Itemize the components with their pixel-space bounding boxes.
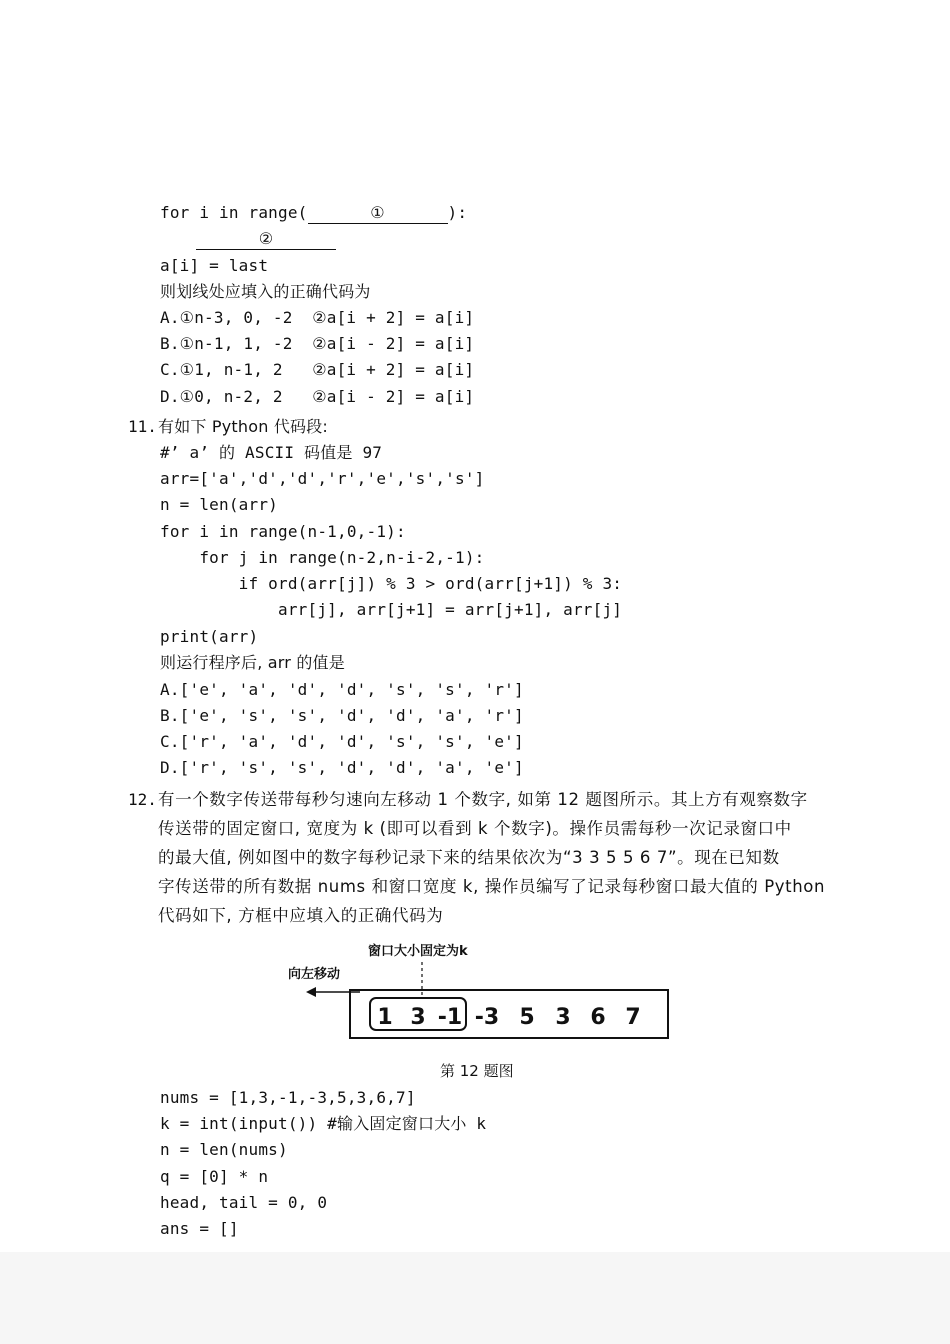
window-number: 1 bbox=[377, 1005, 393, 1030]
belt-number: -3 bbox=[474, 1005, 500, 1030]
q10-option-c: C.①1, n-1, 2 ②a[i + 2] = a[i] bbox=[160, 360, 475, 379]
q11-code-line: if ord(arr[j]) % 3 > ord(arr[j+1]) % 3: bbox=[160, 574, 623, 593]
q10-loop-prefix: for i in range( bbox=[160, 203, 308, 222]
q11-code-line: print(arr) bbox=[160, 627, 259, 646]
q12-text bbox=[158, 785, 826, 930]
q10-loop-suffix: ): bbox=[447, 203, 468, 222]
q12-number: 12. bbox=[128, 790, 157, 809]
q11-code-line: for j in range(n-2,n-i-2,-1): bbox=[160, 548, 485, 567]
q12-text-line: 代码如下, 方框中应填入的正确代码为 bbox=[158, 906, 444, 925]
left-arrow-icon bbox=[306, 987, 360, 997]
q11-option-d: D.['r', 's', 's', 'd', 'd', 'a', 'e'] bbox=[160, 758, 524, 777]
q12-figure bbox=[270, 940, 690, 1050]
q10-blank-2: ② bbox=[196, 229, 336, 250]
q11-number: 11. bbox=[128, 417, 157, 436]
belt-number: 6 bbox=[590, 1005, 606, 1030]
window-size-label: 窗口大小固定为k bbox=[368, 944, 468, 959]
q12-code-line: head, tail = 0, 0 bbox=[160, 1193, 328, 1212]
page-bottom-margin bbox=[0, 1252, 950, 1344]
q12-text-line: 字传送带的所有数据 nums 和窗口宽度 k, 操作员编写了记录每秒窗口最大值的 Python bbox=[158, 877, 826, 896]
q11-intro: 有如下 Python 代码段: bbox=[158, 417, 329, 436]
q11-option-b: B.['e', 's', 's', 'd', 'd', 'a', 'r'] bbox=[160, 706, 524, 725]
q10-blank-line-2 bbox=[196, 228, 336, 250]
window-number: -1 bbox=[437, 1005, 463, 1030]
q11-code-line: for i in range(n-1,0,-1): bbox=[160, 522, 406, 541]
q10-option-d: D.①0, n-2, 2 ②a[i - 2] = a[i] bbox=[160, 387, 475, 406]
q12-code-line: ans = [] bbox=[160, 1219, 239, 1238]
q10-prompt: 则划线处应填入的正确代码为 bbox=[160, 282, 371, 301]
q12-code-line: n = len(nums) bbox=[160, 1140, 288, 1159]
belt-number: 5 bbox=[519, 1005, 535, 1030]
q12-text-line: 有一个数字传送带每秒匀速向左移动 1 个数字, 如第 12 题图所示。其上方有观察数字 bbox=[158, 790, 808, 809]
q12-code-line: nums = [1,3,-1,-3,5,3,6,7] bbox=[160, 1088, 416, 1107]
q10-assign: a[i] = last bbox=[160, 256, 269, 275]
q11-option-c: C.['r', 'a', 'd', 'd', 's', 's', 'e'] bbox=[160, 732, 524, 751]
q11-prompt: 则运行程序后, arr 的值是 bbox=[160, 653, 345, 672]
q12-text-line: 的最大值, 例如图中的数字每秒记录下来的结果依次为“3 3 5 5 6 7”。现在已知数 bbox=[158, 848, 780, 867]
q10-loop-line bbox=[160, 202, 467, 224]
q11-code-line: arr[j], arr[j+1] = arr[j+1], arr[j] bbox=[160, 600, 623, 619]
q11-code-line: #’ a’ 的 ASCII 码值是 97 bbox=[160, 443, 383, 462]
q12-code-line: q = [0] * n bbox=[160, 1167, 269, 1186]
move-left-label: 向左移动 bbox=[288, 967, 341, 982]
window-number: 3 bbox=[410, 1005, 426, 1030]
q11-code-line: arr=['a','d','d','r','e','s','s'] bbox=[160, 469, 485, 488]
figure-caption: 第 12 题图 bbox=[440, 1062, 514, 1080]
q10-blank-1: ① bbox=[308, 203, 448, 224]
q10-option-b: B.①n-1, 1, -2 ②a[i - 2] = a[i] bbox=[160, 334, 475, 353]
q11-code-line: n = len(arr) bbox=[160, 495, 278, 514]
q12-code-line: k = int(input()) #输入固定窗口大小 k bbox=[160, 1114, 487, 1133]
q12-text-line: 传送带的固定窗口, 宽度为 k (即可以看到 k 个数字)。操作员需每秒一次记录窗口中 bbox=[158, 819, 792, 838]
belt-number: 3 bbox=[555, 1005, 571, 1030]
q10-option-a: A.①n-3, 0, -2 ②a[i + 2] = a[i] bbox=[160, 308, 475, 327]
belt-number: 7 bbox=[625, 1005, 641, 1030]
q11-option-a: A.['e', 'a', 'd', 'd', 's', 's', 'r'] bbox=[160, 680, 524, 699]
